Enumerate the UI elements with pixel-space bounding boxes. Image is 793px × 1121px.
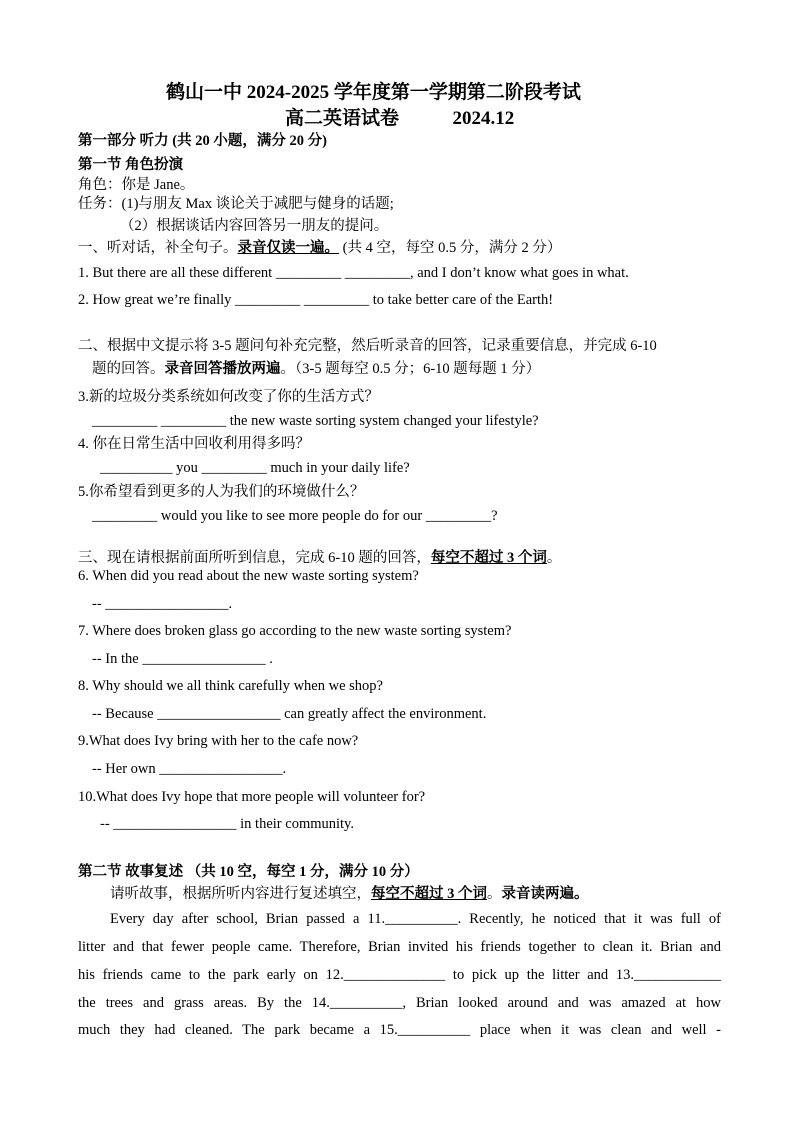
section2-instruction [110,886,589,903]
story-line-1: Every day after school, Brian passed a 11.__________. Recently, he noticed that it was full of [110,911,721,927]
exam-title: 鹤山一中 2024-2025 学年度第一学期第二阶段考试 [166,82,581,103]
part-a-emphasis: 录音仅读一遍。 [237,240,339,256]
part-c-end: 。 [546,550,562,566]
section2-intro: 请听故事，根据所听内容进行复述填空， [110,886,371,902]
question-7: 7. Where does broken glass go according to the new waste sorting system? [78,623,512,639]
answer-7: -- In the _________________ . [92,651,273,667]
story-line-2: litter and that fewer people came. Therefore, Brian invited his friends together to clean it. Brian and [78,939,721,955]
part-c-intro: 三、现在请根据前面所听到信息，完成 6-10 题的回答， [78,550,431,566]
part-b-intro: 题的回答。 [92,361,165,377]
part-b-instruction-1: 二、根据中文提示将 3-5 题问句补充完整，然后听录音的回答，记录重要信息，并完成 6-10 [78,338,657,354]
part-a-score: (共 4 空，每空 0.5 分，满分 2 分） [339,240,562,256]
part-c-instruction [78,550,561,567]
section2-sep: 。 [487,886,502,902]
question-2: 2. How great we’re finally _________ _________ to take better care of the Earth! [78,292,554,308]
answer-9: -- Her own _________________. [92,761,287,777]
part-b-score: 。（3-5 题每空 0.5 分；6-10 题每题 1 分） [280,361,541,377]
answer-8: -- Because _________________ can greatly affect the environment. [92,706,487,722]
question-8: 8. Why should we all think carefully when we shop? [78,678,383,694]
part-a-instruction [78,240,561,257]
part1-heading: 第一部分 听力 (共 20 小题，满分 20 分) [78,133,327,149]
answer-10: -- _________________ in their community. [100,816,354,832]
question-4-en: __________ you _________ much in your daily life? [100,460,410,476]
paper-title [285,108,514,131]
task-line-2: （2）根据谈话内容回答另一朋友的提问。 [120,218,389,234]
paper-date: 2024.12 [452,108,515,129]
question-4-cn: 4. 你在日常生活中回收利用得多吗？ [78,436,310,452]
question-5-en: _________ would you like to see more people do for our _________? [92,508,498,524]
question-5-cn: 5.你希望看到更多的人为我们的环境做什么？ [78,484,365,500]
part-b-instruction-2 [92,361,540,378]
question-3-cn: 3.新的垃圾分类系统如何改变了你的生活方式？ [78,389,379,405]
question-10: 10.What does Ivy hope that more people will volunteer for? [78,789,426,805]
part-c-emphasis: 每空不超过 3 个词 [430,550,547,566]
section2-emphasis-1: 每空不超过 3 个词 [371,886,487,902]
part-a-intro: 一、听对话，补全句子。 [78,240,238,256]
story-line-5: much they had cleaned. The park became a 15.__________ place when it was clean and well - [78,1022,721,1038]
answer-6: -- _________________. [92,596,233,612]
question-1: 1. But there are all these different _________ _________, and I don’t know what goes in what. [78,265,629,281]
paper-subject: 高二英语试卷 [285,108,400,129]
section2-emphasis-2: 录音读两遍。 [501,886,589,902]
role-line: 角色：你是 Jane。 [78,177,195,193]
story-line-3: his friends came to the park early on 12.______________ to pick up the litter and 13.____________ [78,967,721,983]
question-9: 9.What does Ivy bring with her to the cafe now? [78,733,359,749]
story-line-4: the trees and grass areas. By the 14.__________, Brian looked around and was amazed at how [78,995,721,1011]
section1-heading: 第一节 角色扮演 [78,157,184,173]
question-6: 6. When did you read about the new waste sorting system? [78,568,419,584]
question-3-en: _________ _________ the new waste sorting system changed your lifestyle? [92,413,539,429]
part-b-emphasis: 录音回答播放两遍 [164,361,281,377]
task-line-1: 任务：(1)与朋友 Max 谈论关于减肥与健身的话题; [78,196,394,212]
section2-heading: 第二节 故事复述 （共 10 空，每空 1 分，满分 10 分） [78,864,419,880]
